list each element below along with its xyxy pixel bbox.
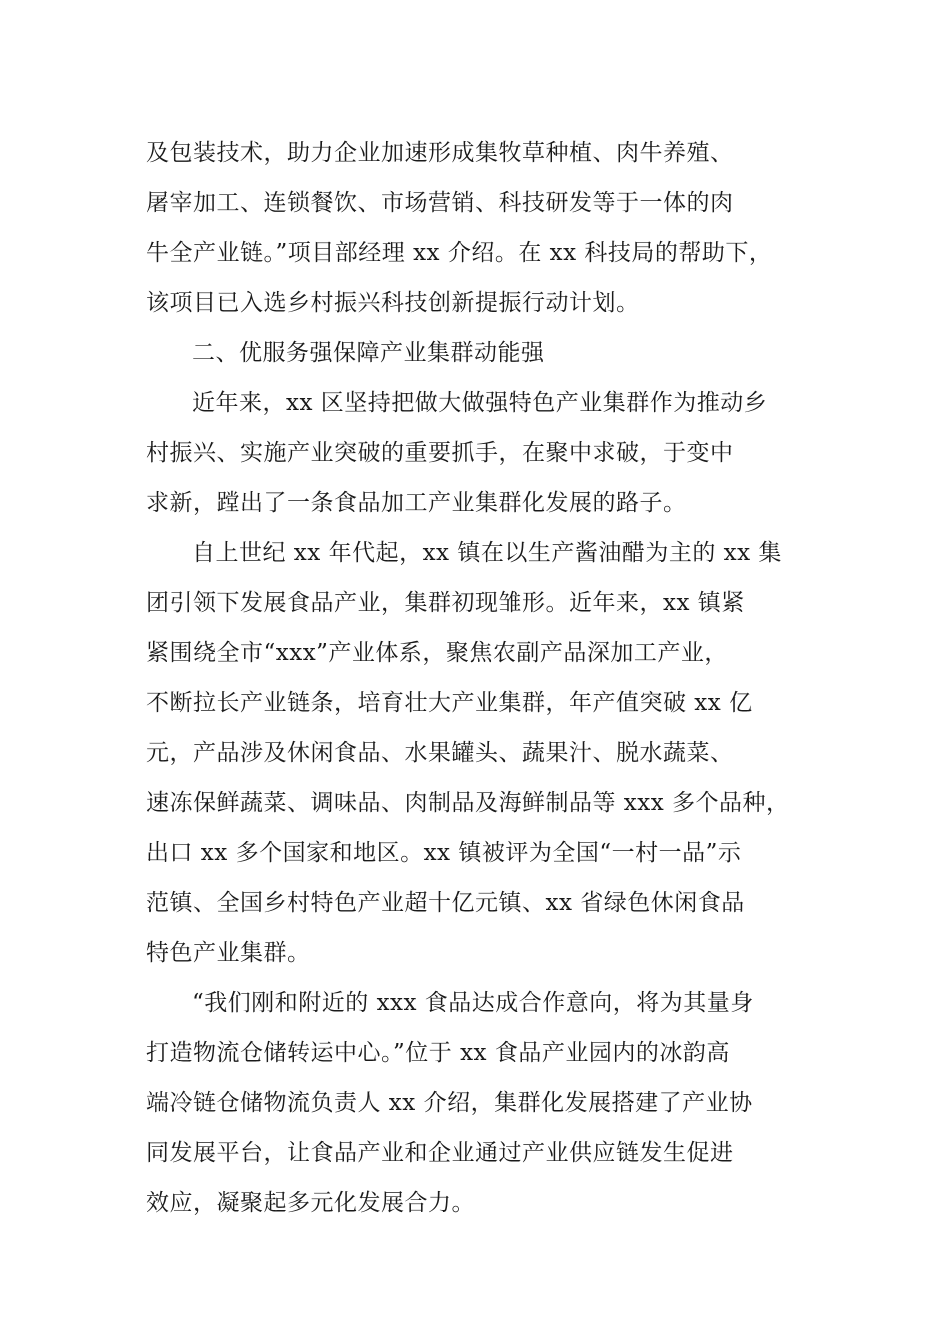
text-line: 不断拉长产业链条，培育壮大产业集群，年产值突破 xx 亿 bbox=[146, 690, 753, 716]
text-line: 出口 xx 多个国家和地区。xx 镇被评为全国“一村一品”示 bbox=[146, 840, 742, 866]
text-line: 牛全产业链。”项目部经理 xx 介绍。在 xx 科技局的帮助下， bbox=[146, 240, 773, 266]
text-line: 村振兴、实施产业突破的重要抓手，在聚中求破，于变中 bbox=[146, 440, 734, 466]
text-line: 元，产品涉及休闲食品、水果罐头、蔬果汁、脱水蔬菜、 bbox=[146, 740, 734, 766]
text-line: 速冻保鲜蔬菜、调味品、肉制品及海鲜制品等 xxx 多个品种， bbox=[146, 790, 790, 816]
text-line: 团引领下发展食品产业，集群初现雏形。近年来，xx 镇紧 bbox=[146, 590, 745, 616]
text-line: 打造物流仓储转运中心。”位于 xx 食品产业园内的冰韵高 bbox=[146, 1040, 730, 1066]
text-line: 近年来，xx 区坚持把做大做强特色产业集群作为推动乡 bbox=[192, 390, 768, 416]
text-line: 端冷链仓储物流负责人 xx 介绍，集群化发展搭建了产业协 bbox=[146, 1090, 753, 1116]
text-line: 范镇、全国乡村特色产业超十亿元镇、xx 省绿色休闲食品 bbox=[146, 890, 745, 916]
document-body bbox=[146, 128, 826, 1228]
text-line: 及包装技术，助力企业加速形成集牧草种植、肉牛养殖、 bbox=[146, 140, 734, 166]
text-line: 屠宰加工、连锁餐饮、市场营销、科技研发等于一体的肉 bbox=[146, 190, 734, 216]
text-line: 紧围绕全市“xxx”产业体系，聚焦农副产品深加工产业， bbox=[146, 640, 728, 666]
section-heading: 二、优服务强保障产业集群动能强 bbox=[192, 340, 545, 366]
text-line: “我们刚和附近的 xxx 食品达成合作意向，将为其量身 bbox=[192, 990, 754, 1016]
text-line: 自上世纪 xx 年代起，xx 镇在以生产酱油醋为主的 xx 集 bbox=[192, 540, 782, 566]
text-line: 同发展平台，让食品产业和企业通过产业供应链发生促进 bbox=[146, 1140, 734, 1166]
text-line: 求新，蹚出了一条食品加工产业集群化发展的路子。 bbox=[146, 490, 687, 516]
text-line: 特色产业集群。 bbox=[146, 940, 311, 966]
text-line: 效应，凝聚起多元化发展合力。 bbox=[146, 1190, 475, 1216]
text-line: 该项目已入选乡村振兴科技创新提振行动计划。 bbox=[146, 290, 640, 316]
